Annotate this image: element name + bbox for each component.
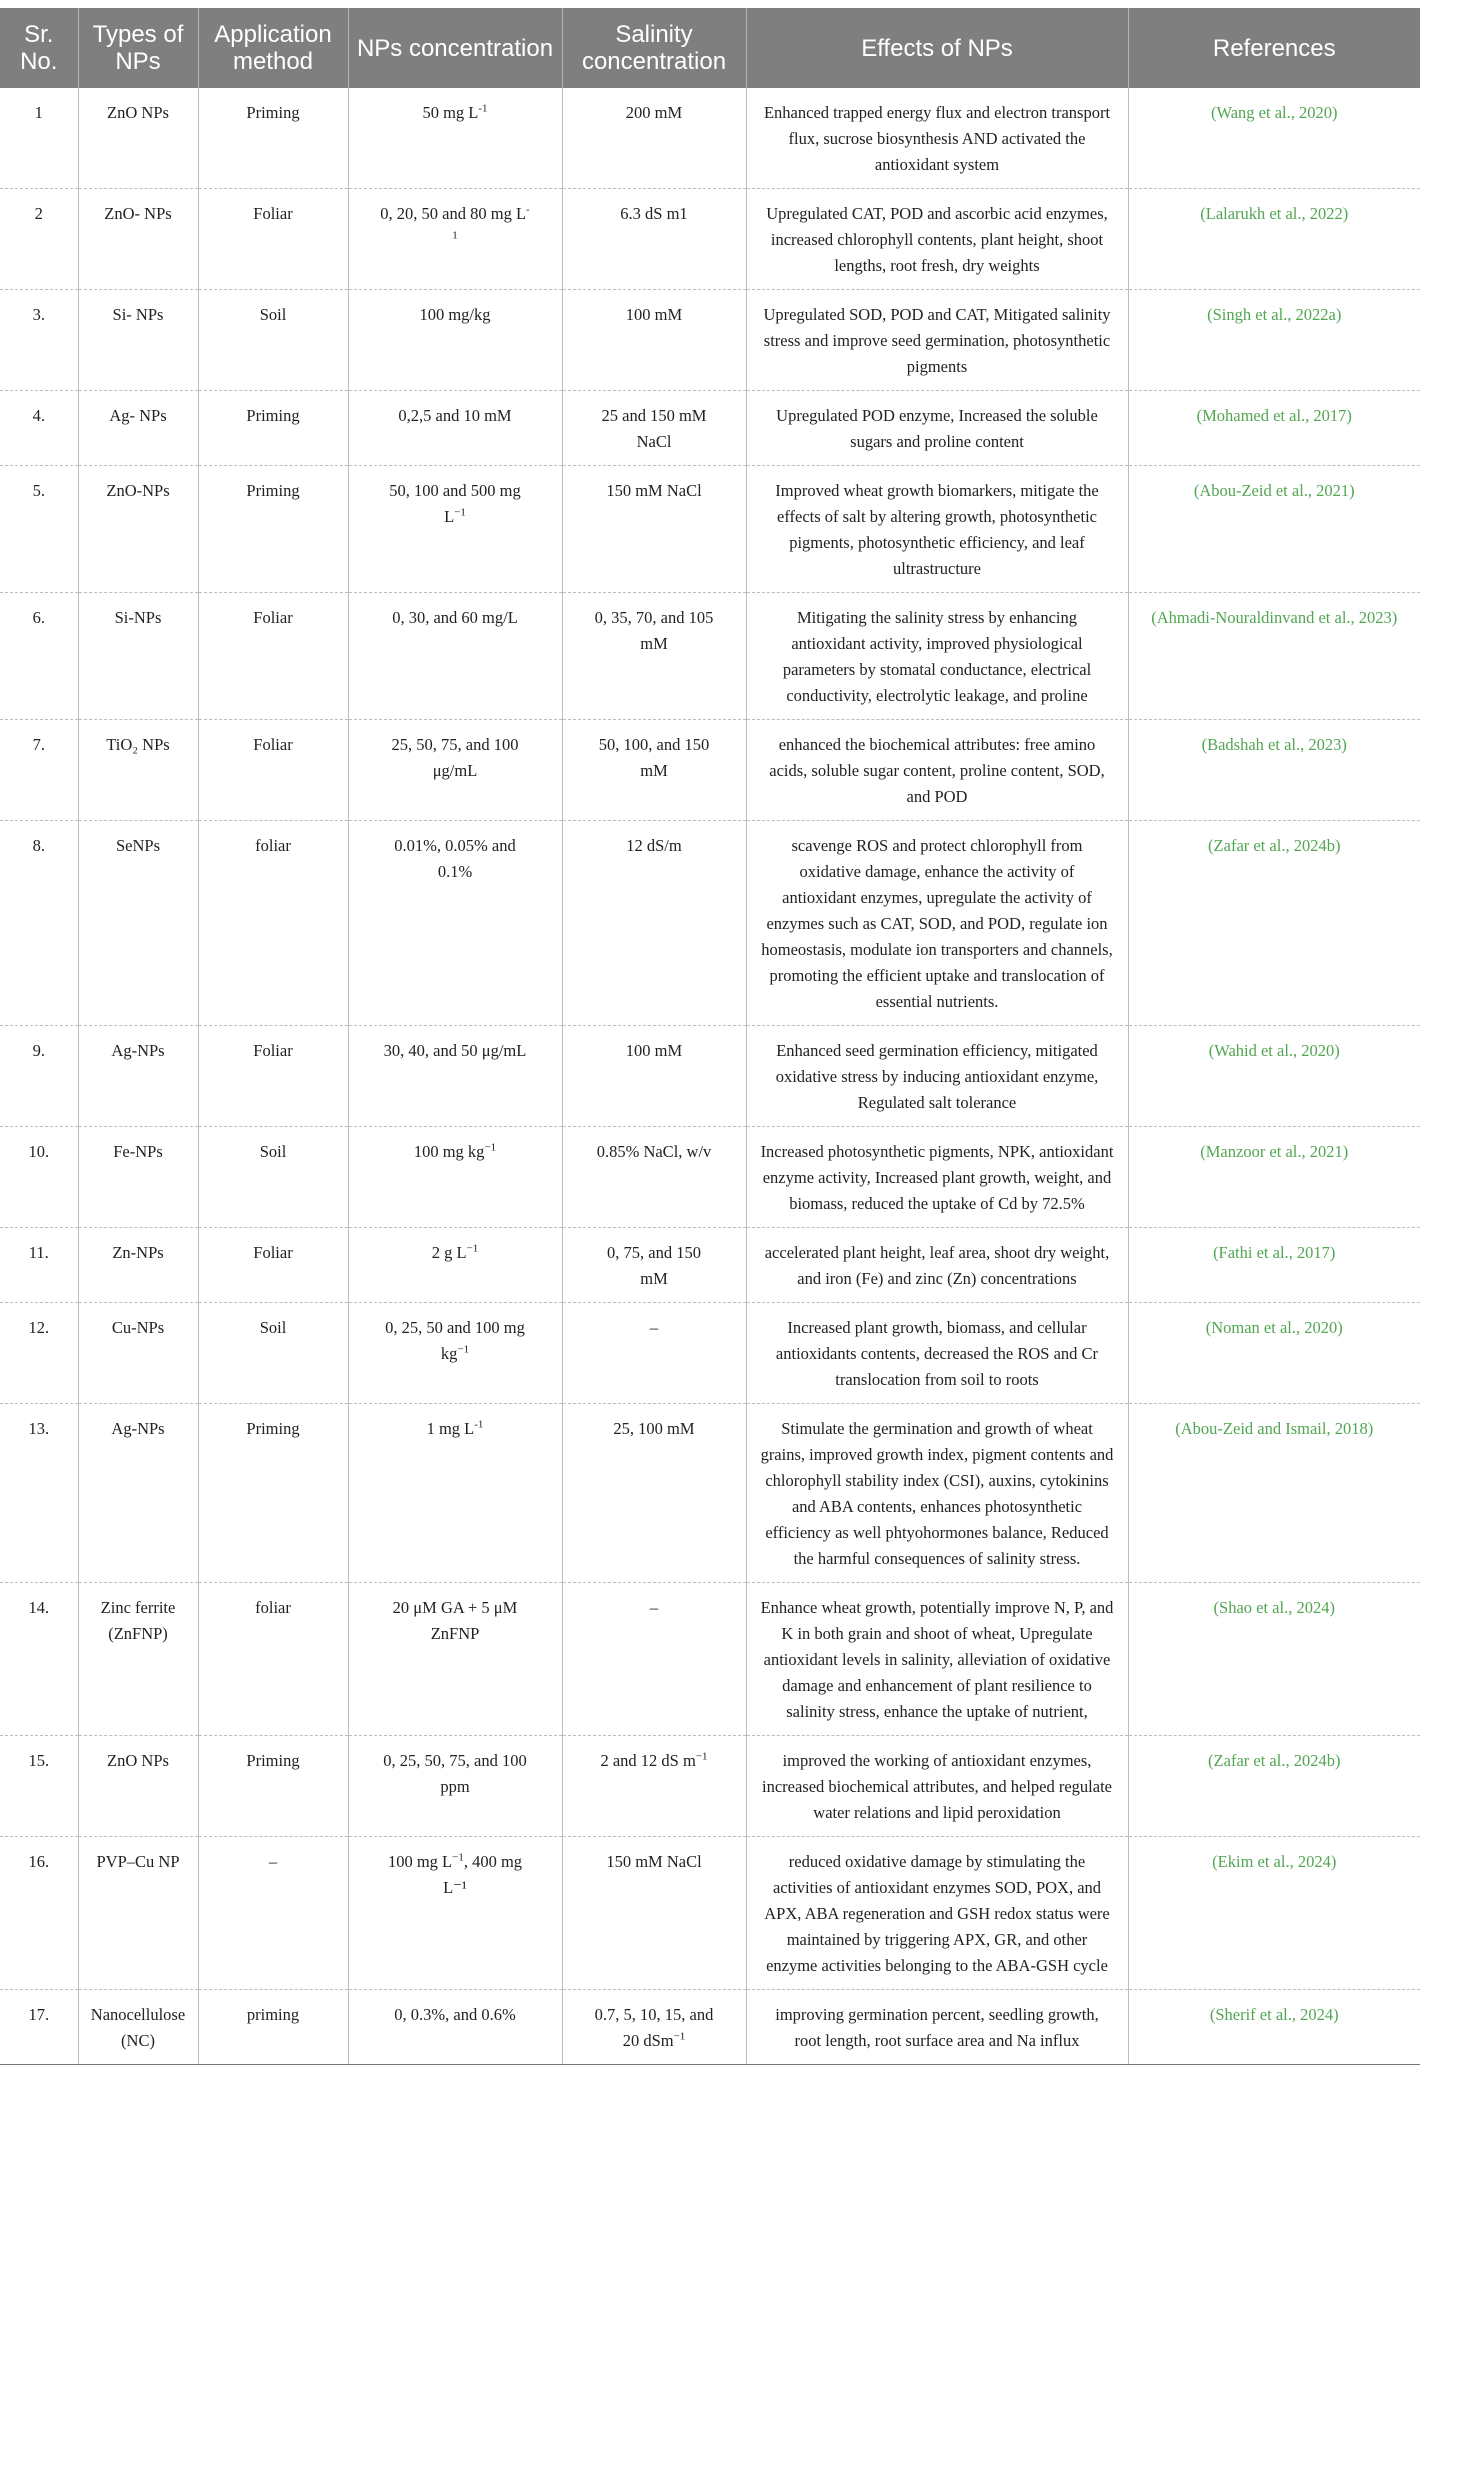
cell-np-type: Zinc ferrite (ZnFNP)	[78, 1583, 198, 1736]
cell-np-concentration	[348, 189, 562, 290]
table-row	[0, 1837, 1420, 1990]
cell-np-type: Zn-NPs	[78, 1228, 198, 1303]
cell-effects-of-nps: Enhanced seed germination efficiency, mitigated oxidative stress by inducing antioxidant enzyme, Regulated salt tolerance	[746, 1026, 1128, 1127]
cell-salinity-concentration	[562, 1583, 746, 1736]
table-row	[0, 1583, 1420, 1736]
cell-np-concentration	[348, 1404, 562, 1583]
cell-reference	[1128, 88, 1420, 189]
reference-link[interactable]: (Ahmadi-Nouraldinvand et al., 2023)	[1151, 608, 1398, 627]
cell-salinity-concentration	[562, 466, 746, 593]
reference-link[interactable]: (Fathi et al., 2017)	[1213, 1243, 1336, 1262]
reference-link[interactable]: (Noman et al., 2020)	[1205, 1318, 1343, 1337]
cell-sr-no: 11.	[0, 1228, 78, 1303]
table-row	[0, 1736, 1420, 1837]
table-row	[0, 1228, 1420, 1303]
np-concentration-unit-exponent: -1	[474, 1418, 484, 1431]
np-concentration-unit-exponent: −1	[466, 1242, 479, 1255]
cell-effects-of-nps: Upregulated CAT, POD and ascorbic acid enzymes, increased chlorophyll contents, plant height, shoot lengths, root fresh, dry weights	[746, 189, 1128, 290]
cell-salinity-concentration	[562, 1404, 746, 1583]
salinity-concentration-value: 2 and 12 dS m	[600, 1751, 696, 1770]
reference-link[interactable]: (Singh et al., 2022a)	[1207, 305, 1342, 324]
cell-sr-no: 4.	[0, 391, 78, 466]
np-concentration-value: 25, 50, 75, and 100 μg/mL	[391, 735, 519, 780]
cell-sr-no: 6.	[0, 593, 78, 720]
cell-sr-no: 17.	[0, 1990, 78, 2065]
cell-reference	[1128, 1026, 1420, 1127]
cell-sr-no: 13.	[0, 1404, 78, 1583]
cell-np-type: Si- NPs	[78, 290, 198, 391]
cell-effects-of-nps: Upregulated SOD, POD and CAT, Mitigated salinity stress and improve seed germination, photosynthetic pigments	[746, 290, 1128, 391]
reference-link[interactable]: (Zafar et al., 2024b)	[1208, 836, 1341, 855]
cell-application-method: foliar	[198, 1583, 348, 1736]
cell-application-method: –	[198, 1837, 348, 1990]
salinity-concentration-value: 100 mM	[625, 305, 683, 324]
cell-effects-of-nps: Enhance wheat growth, potentially improve N, P, and K in both grain and shoot of wheat, Upregulate antioxidant levels in salinity, alleviation of oxidative damage and enhancement of plant resilience to salinity stress, enhance the uptake of nutrient,	[746, 1583, 1128, 1736]
cell-application-method: Soil	[198, 1127, 348, 1228]
np-concentration-value: 50, 100 and 500 mg L	[389, 481, 521, 526]
cell-np-type: ZnO NPs	[78, 88, 198, 189]
cell-np-type: PVP–Cu NP	[78, 1837, 198, 1990]
np-concentration-unit-exponent: −1	[454, 506, 466, 519]
salinity-concentration-value: 12 dS/m	[626, 836, 682, 855]
table-row	[0, 1303, 1420, 1404]
cell-np-type: ZnO-NPs	[78, 466, 198, 593]
cell-reference	[1128, 1990, 1420, 2065]
cell-salinity-concentration	[562, 821, 746, 1026]
cell-salinity-concentration	[562, 88, 746, 189]
header-effects-of-nps: Effects of NPs	[746, 8, 1128, 88]
table-row	[0, 189, 1420, 290]
cell-np-concentration	[348, 391, 562, 466]
cell-salinity-concentration	[562, 1303, 746, 1404]
table-body	[0, 88, 1420, 2065]
reference-link[interactable]: (Abou-Zeid et al., 2021)	[1193, 481, 1355, 500]
salinity-concentration-value: 25, 100 mM	[613, 1419, 695, 1438]
header-references: References	[1128, 8, 1420, 88]
cell-effects-of-nps: Improved wheat growth biomarkers, mitigate the effects of salt by altering growth, photosynthetic pigments, photosynthetic efficiency, and leaf ultrastructure	[746, 466, 1128, 593]
reference-link[interactable]: (Shao et al., 2024)	[1213, 1598, 1335, 1617]
cell-np-type: Ag- NPs	[78, 391, 198, 466]
cell-np-concentration	[348, 1990, 562, 2065]
cell-application-method: Foliar	[198, 593, 348, 720]
np-concentration-value: 0, 25, 50 and 100 mg kg	[385, 1318, 525, 1363]
cell-effects-of-nps: accelerated plant height, leaf area, shoot dry weight, and iron (Fe) and zinc (Zn) concentrations	[746, 1228, 1128, 1303]
cell-reference	[1128, 1404, 1420, 1583]
np-concentration-value: 100 mg L	[387, 1852, 453, 1871]
reference-link[interactable]: (Zafar et al., 2024b)	[1208, 1751, 1341, 1770]
salinity-concentration-value: 0, 35, 70, and 105 mM	[594, 608, 714, 653]
cell-reference	[1128, 466, 1420, 593]
salinity-concentration-value: 150 mM NaCl	[606, 1852, 702, 1871]
salinity-concentration-value: 0.85% NaCl, w/v	[596, 1142, 712, 1161]
cell-sr-no: 3.	[0, 290, 78, 391]
cell-reference	[1128, 593, 1420, 720]
salinity-unit-exponent: −1	[695, 1750, 708, 1763]
cell-application-method: Foliar	[198, 189, 348, 290]
cell-np-concentration	[348, 1127, 562, 1228]
header-nps-concentration: NPs concentration	[348, 8, 562, 88]
cell-effects-of-nps: Enhanced trapped energy flux and electron transport flux, sucrose biosynthesis AND activated the antioxidant system	[746, 88, 1128, 189]
salinity-concentration-value: 6.3 dS m1	[620, 204, 688, 223]
cell-application-method: Priming	[198, 88, 348, 189]
cell-np-type: Si-NPs	[78, 593, 198, 720]
reference-link[interactable]: (Abou-Zeid and Ismail, 2018)	[1175, 1419, 1374, 1438]
reference-link[interactable]: (Mohamed et al., 2017)	[1196, 406, 1352, 425]
table-row	[0, 466, 1420, 593]
cell-reference	[1128, 1127, 1420, 1228]
nanoparticle-salinity-table-container	[0, 8, 1420, 2065]
reference-link[interactable]: (Ekim et al., 2024)	[1212, 1852, 1337, 1871]
cell-np-type: Fe-NPs	[78, 1127, 198, 1228]
np-concentration-unit-exponent: −1	[452, 1851, 464, 1864]
cell-np-type: SeNPs	[78, 821, 198, 1026]
cell-np-concentration	[348, 1026, 562, 1127]
cell-np-concentration	[348, 290, 562, 391]
header-salinity-concentration: Salinity concentration	[562, 8, 746, 88]
np-concentration-value: 30, 40, and 50 μg/mL	[383, 1041, 527, 1060]
table-row	[0, 821, 1420, 1026]
cell-effects-of-nps: Stimulate the germination and growth of wheat grains, improved growth index, pigment contents and chlorophyll stability index (CSI), auxins, cytokinins and ABA contents, enhances photosynthetic efficiency as well phtyohormones balance, Reduced the harmful consequences of salinity stress.	[746, 1404, 1128, 1583]
cell-salinity-concentration	[562, 391, 746, 466]
cell-reference	[1128, 1228, 1420, 1303]
np-concentration-value: 50 mg L	[422, 103, 479, 122]
cell-effects-of-nps: Upregulated POD enzyme, Increased the soluble sugars and proline content	[746, 391, 1128, 466]
cell-salinity-concentration	[562, 1736, 746, 1837]
cell-np-type: Ag-NPs	[78, 1404, 198, 1583]
cell-application-method: Foliar	[198, 720, 348, 821]
cell-np-concentration	[348, 821, 562, 1026]
salinity-concentration-value: 150 mM NaCl	[606, 481, 702, 500]
cell-application-method: Soil	[198, 1303, 348, 1404]
salinity-concentration-value: 0, 75, and 150 mM	[607, 1243, 701, 1288]
np-concentration-value: 0, 30, and 60 mg/L	[392, 608, 518, 627]
cell-application-method: Priming	[198, 1736, 348, 1837]
cell-application-method: Priming	[198, 466, 348, 593]
table-header-row	[0, 8, 1420, 88]
cell-reference	[1128, 290, 1420, 391]
cell-salinity-concentration	[562, 1026, 746, 1127]
cell-effects-of-nps: Increased plant growth, biomass, and cellular antioxidants contents, decreased the ROS and Cr translocation from soil to roots	[746, 1303, 1128, 1404]
cell-reference	[1128, 1736, 1420, 1837]
header-application-method: Application method	[198, 8, 348, 88]
cell-sr-no: 15.	[0, 1736, 78, 1837]
table-row	[0, 1026, 1420, 1127]
cell-np-concentration	[348, 593, 562, 720]
np-concentration-value: 0, 0.3%, and 0.6%	[394, 2005, 516, 2024]
cell-np-type: ZnO- NPs	[78, 189, 198, 290]
cell-effects-of-nps: Increased photosynthetic pigments, NPK, antioxidant enzyme activity, Increased plant growth, weight, and biomass, reduced the uptake of Cd by 72.5%	[746, 1127, 1128, 1228]
cell-sr-no: 2	[0, 189, 78, 290]
reference-link[interactable]: (Wahid et al., 2020)	[1208, 1041, 1340, 1060]
cell-np-type: Cu-NPs	[78, 1303, 198, 1404]
reference-link[interactable]: (Wang et al., 2020)	[1210, 103, 1338, 122]
cell-reference	[1128, 821, 1420, 1026]
cell-sr-no: 16.	[0, 1837, 78, 1990]
salinity-concentration-value: 200 mM	[625, 103, 683, 122]
cell-salinity-concentration	[562, 290, 746, 391]
table-row	[0, 290, 1420, 391]
cell-reference	[1128, 391, 1420, 466]
salinity-concentration-value: 25 and 150 mM NaCl	[601, 406, 707, 451]
cell-sr-no: 8.	[0, 821, 78, 1026]
header-sr-no: Sr. No.	[0, 8, 78, 88]
cell-np-concentration	[348, 466, 562, 593]
header-types-of-nps: Types of NPs	[78, 8, 198, 88]
cell-sr-no: 7.	[0, 720, 78, 821]
cell-reference	[1128, 1303, 1420, 1404]
cell-np-type: Ag-NPs	[78, 1026, 198, 1127]
cell-np-concentration	[348, 1583, 562, 1736]
cell-application-method: Foliar	[198, 1026, 348, 1127]
cell-effects-of-nps: improving germination percent, seedling growth, root length, root surface area and Na influx	[746, 1990, 1128, 2065]
np-concentration-value: 2 g L	[431, 1243, 467, 1262]
cell-sr-no: 12.	[0, 1303, 78, 1404]
salinity-concentration-value: –	[649, 1598, 659, 1617]
cell-salinity-concentration	[562, 593, 746, 720]
cell-reference	[1128, 1583, 1420, 1736]
salinity-concentration-value: 100 mM	[625, 1041, 683, 1060]
salinity-unit-exponent: −1	[673, 2030, 686, 2043]
reference-link[interactable]: (Lalarukh et al., 2022)	[1200, 204, 1349, 223]
salinity-concentration-value: 0.7, 5, 10, 15, and 20 dSm	[594, 2005, 714, 2050]
cell-application-method: foliar	[198, 821, 348, 1026]
np-concentration-tail: , 400 mg L⁻¹	[443, 1852, 523, 1897]
cell-np-type: ZnO NPs	[78, 1736, 198, 1837]
table-row	[0, 593, 1420, 720]
table-row	[0, 1990, 1420, 2065]
table-row	[0, 391, 1420, 466]
salinity-concentration-value: 50, 100, and 150 mM	[598, 735, 710, 780]
cell-salinity-concentration	[562, 1837, 746, 1990]
np-concentration-value: 0, 20, 50 and 80 mg L	[380, 204, 527, 223]
cell-salinity-concentration	[562, 720, 746, 821]
cell-sr-no: 10.	[0, 1127, 78, 1228]
cell-salinity-concentration	[562, 1228, 746, 1303]
cell-sr-no: 1	[0, 88, 78, 189]
nanoparticle-salinity-table	[0, 8, 1420, 2065]
cell-reference	[1128, 1837, 1420, 1990]
np-concentration-unit-exponent: -1	[452, 203, 530, 242]
cell-np-concentration	[348, 88, 562, 189]
cell-application-method: Priming	[198, 391, 348, 466]
cell-reference	[1128, 720, 1420, 821]
table-row	[0, 1404, 1420, 1583]
np-concentration-value: 1 mg L	[426, 1419, 475, 1438]
np-concentration-unit-exponent: −1	[457, 1343, 470, 1356]
cell-np-type: Nanocellulose (NC)	[78, 1990, 198, 2065]
np-concentration-unit-exponent: -1	[478, 102, 488, 115]
cell-application-method: Priming	[198, 1404, 348, 1583]
cell-sr-no: 5.	[0, 466, 78, 593]
reference-link[interactable]: (Manzoor et al., 2021)	[1200, 1142, 1349, 1161]
cell-effects-of-nps: enhanced the biochemical attributes: free amino acids, soluble sugar content, proline content, SOD, and POD	[746, 720, 1128, 821]
reference-link[interactable]: (Sherif et al., 2024)	[1209, 2005, 1339, 2024]
cell-salinity-concentration	[562, 1127, 746, 1228]
cell-application-method: Soil	[198, 290, 348, 391]
salinity-concentration-value: –	[649, 1318, 659, 1337]
np-concentration-value: 100 mg kg	[413, 1142, 485, 1161]
cell-sr-no: 9.	[0, 1026, 78, 1127]
np-concentration-value: 0.01%, 0.05% and 0.1%	[394, 836, 516, 881]
cell-sr-no: 14.	[0, 1583, 78, 1736]
table-row	[0, 88, 1420, 189]
np-concentration-value: 0, 25, 50, 75, and 100 ppm	[383, 1751, 527, 1796]
cell-effects-of-nps: reduced oxidative damage by stimulating the activities of antioxidant enzymes SOD, POX, and APX, ABA regeneration and GSH redox status were maintained by triggering APX, GR, and other enzyme activities belonging to the ABA-GSH cycle	[746, 1837, 1128, 1990]
cell-np-concentration	[348, 1303, 562, 1404]
table-row	[0, 1127, 1420, 1228]
np-concentration-value: 100 mg/kg	[419, 305, 491, 324]
reference-link[interactable]: (Badshah et al., 2023)	[1201, 735, 1347, 754]
cell-salinity-concentration	[562, 1990, 746, 2065]
table-row	[0, 720, 1420, 821]
cell-np-concentration	[348, 1837, 562, 1990]
cell-effects-of-nps: improved the working of antioxidant enzymes, increased biochemical attributes, and helped regulate water relations and lipid peroxidation	[746, 1736, 1128, 1837]
cell-application-method: Foliar	[198, 1228, 348, 1303]
cell-reference	[1128, 189, 1420, 290]
cell-np-concentration	[348, 1228, 562, 1303]
cell-effects-of-nps: scavenge ROS and protect chlorophyll from oxidative damage, enhance the activity of antioxidant enzymes, upregulate the activity of enzymes such as CAT, SOD, and POD, regulate ion homeostasis, modulate ion transporters and channels, promoting the efficient uptake and translocation of essential nutrients.	[746, 821, 1128, 1026]
cell-np-concentration	[348, 720, 562, 821]
cell-application-method: priming	[198, 1990, 348, 2065]
np-concentration-value: 0,2,5 and 10 mM	[398, 406, 512, 425]
np-concentration-value: 20 μM GA + 5 μM ZnFNP	[392, 1598, 518, 1643]
cell-np-type: TiO₂ NPs	[78, 720, 198, 821]
cell-effects-of-nps: Mitigating the salinity stress by enhancing antioxidant activity, improved physiological parameters by stomatal conductance, electrical conductivity, electrolytic leakage, and proline	[746, 593, 1128, 720]
np-concentration-unit-exponent: −1	[484, 1141, 497, 1154]
cell-np-concentration	[348, 1736, 562, 1837]
cell-salinity-concentration	[562, 189, 746, 290]
